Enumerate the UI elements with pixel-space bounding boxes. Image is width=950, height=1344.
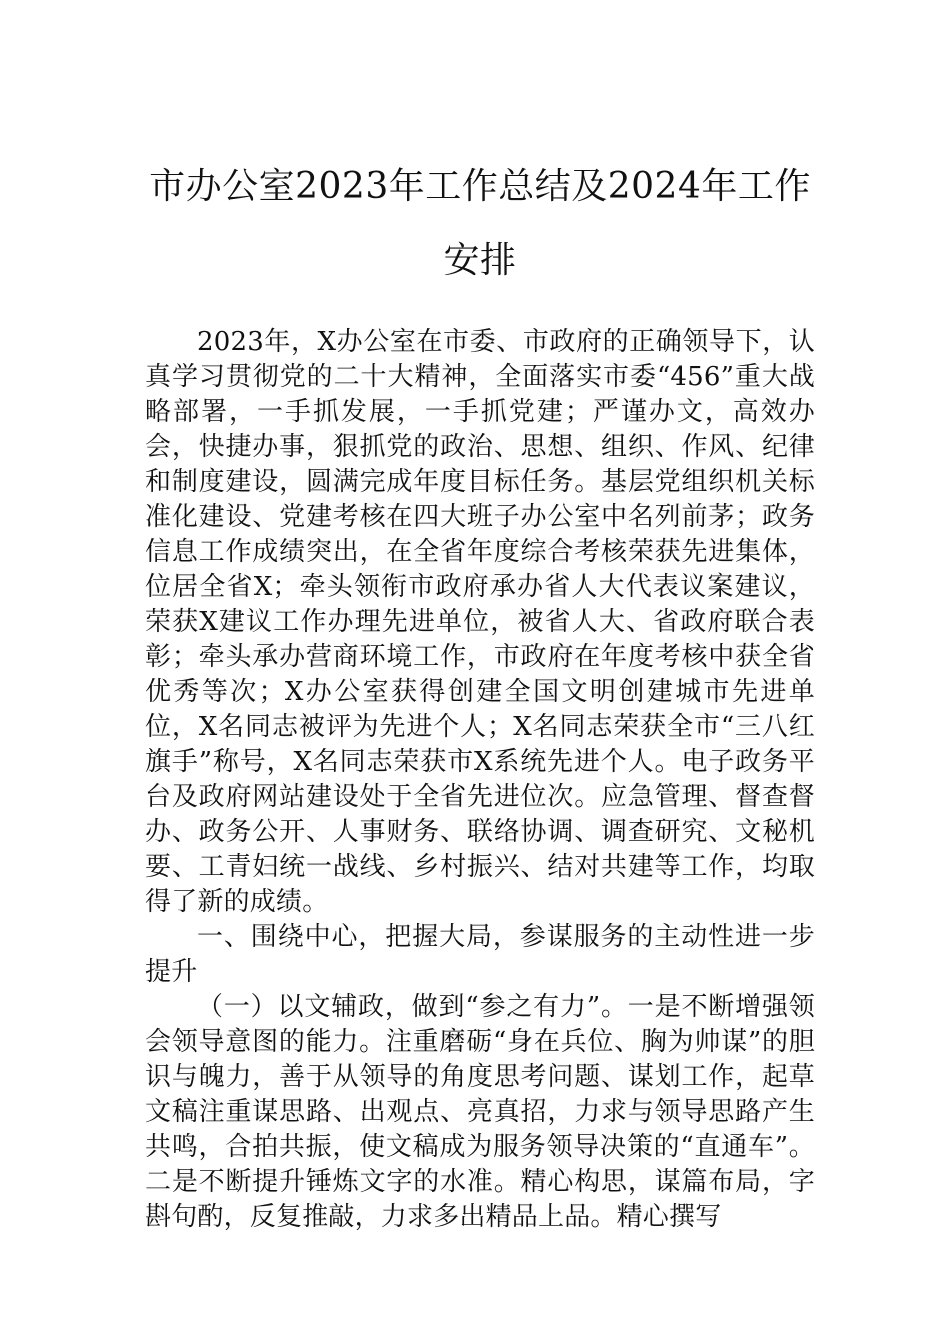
document-body bbox=[145, 325, 815, 1235]
document-title: 市办公室2023年工作总结及2024年工作安排 bbox=[149, 166, 811, 281]
section-heading: 一、围绕中心，把握大局，参谋服务的主动性进一步提升 bbox=[145, 922, 815, 987]
subsection-paragraph: （一）以文辅政，做到“参之有力”。一是不断增强领会领导意图的能力。注重磨砺“身在兵位、胸为帅谋”的胆识与魄力，善于从领导的角度思考问题、谋划工作，起草文稿注重谋思路、出观点、亮真招，力求与领导思路产生共鸣，合拍共振，使文稿成为服务领导决策的“直通车”。二是不断提升锤炼文字的水准。精心构思，谋篇布局，字斟句酌，反复推敲，力求多出精品上品。精心撰写 bbox=[145, 992, 815, 1232]
intro-paragraph: 2023年，X办公室在市委、市政府的正确领导下，认真学习贯彻党的二十大精神，全面落实市委“456”重大战略部署，一手抓发展，一手抓党建；严谨办文，高效办会，快捷办事，狠抓党的政治、思想、组织、作风、纪律和制度建设，圆满完成年度目标任务。基层党组织机关标准化建设、党建考核在四大班子办公室中名列前茅；政务信息工作成绩突出，在全省年度综合考核荣获先进集体，位居全省X；牵头领衔市政府承办省人大代表议案建议，荣获X建议工作办理先进单位，被省人大、省政府联合表彰；牵头承办营商环境工作，市政府在年度考核中获全省优秀等次；X办公室获得创建全国文明创建城市先进单位，X名同志被评为先进个人；X名同志荣获全市“三八红旗手”称号，X名同志荣获市X系统先进个人。电子政务平台及政府网站建设处于全省先进位次。应急管理、督查督办、政务公开、人事财务、联络协调、调查研究、文秘机要、工青妇统一战线、乡村振兴、结对共建等工作，均取得了新的成绩。 bbox=[145, 327, 815, 917]
